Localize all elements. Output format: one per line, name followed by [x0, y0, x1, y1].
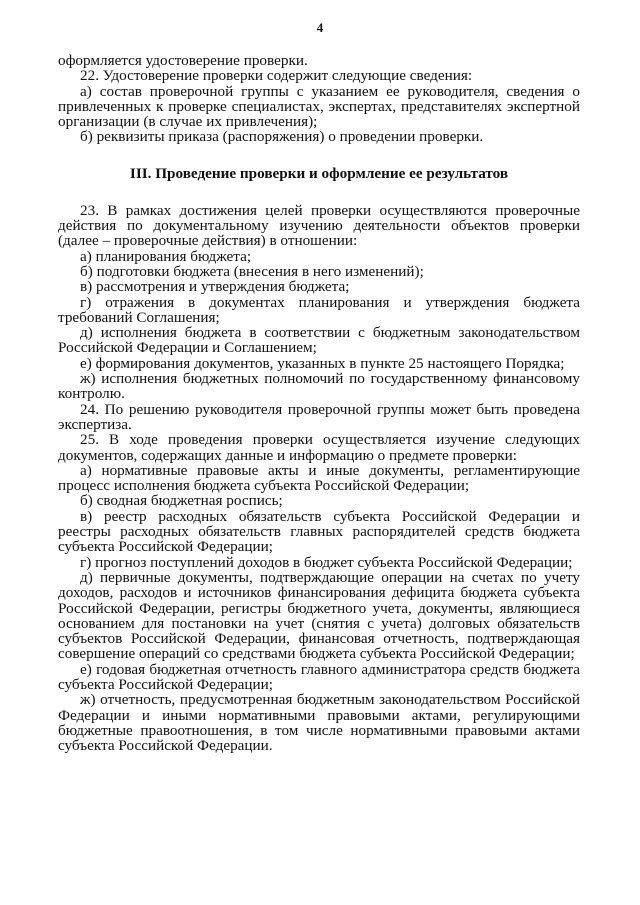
- paragraph-continuation: оформляется удостоверение проверки.: [58, 52, 308, 69]
- paragraph-25-g: г) прогноз поступлений доходов в бюджет субъекта Российской Федерации;: [80, 553, 573, 571]
- paragraph-24: 24. По решению руководителя проверочной группы может быть проведена экспертиза.: [58, 400, 580, 433]
- paragraph-25-a: а) нормативные правовые акты и иные документы, регламентирующие процесс исполнения бюджета субъекта Российской Федерации;: [58, 461, 580, 495]
- paragraph-23-g: г) отражения в документах планирования и утверждения бюджета требований Соглашения;: [58, 293, 580, 326]
- paragraph-22-b: б) реквизиты приказа (распоряжения) о проведении проверки.: [80, 128, 484, 146]
- paragraph-23-d: д) исполнения бюджета в соответствии с бюджетным законодательством Российской Федерации и Соглашением;: [58, 324, 580, 357]
- paragraph-23: 23. В рамках достижения целей проверки осуществляются проверочные действия по документальному изучению деятельности объектов проверки (далее – проверочные действия) в отношении:: [58, 201, 580, 250]
- paragraph-23-v: в) рассмотрения и утверждения бюджета;: [80, 278, 350, 296]
- paragraph-23-e: е) формирования документов, указанных в пункте 25 настоящего Порядка;: [80, 354, 565, 372]
- paragraph-25: 25. В ходе проведения проверки осуществляется изучение следующих документов, содержащих данные и информацию о предмете проверки:: [58, 431, 580, 464]
- document-body: [58, 53, 580, 753]
- paragraph-22: 22. Удостоверение проверки содержит следующие сведения:: [80, 67, 473, 85]
- paragraph-25-d: д) первичные документы, подтверждающие операции на счетах по учету доходов, расходов и источников финансирования дефицита бюджета субъекта Российской Федерации, регистры бюджетного учета, документы, являющиеся основанием для постановки на учет (снятия с учета) долговых обязательств субъектов Российской Федерации, финансовая отчетность, подтверждающая совершение операций со средствами бюджета субъекта Российской Федерации;: [58, 568, 580, 663]
- paragraph-23-zh: ж) исполнения бюджетных полномочий по государственному финансовому контролю.: [58, 370, 580, 403]
- paragraph-25-v: в) реестр расходных обязательств субъекта Российской Федерации и реестры расходных обязательств главных распорядителей средств бюджета субъекта Российской Федерации;: [58, 507, 580, 556]
- paragraph-22-a: а) состав проверочной группы с указанием ее руководителя, сведения о привлеченных к проверке специалистах, экспертах, представителях экспертной организации (в случае их привлечения);: [58, 82, 580, 131]
- paragraph-23-b: б) подготовки бюджета (внесения в него изменений);: [80, 262, 424, 280]
- paragraph-25-b: б) сводная бюджетная роспись;: [80, 492, 283, 510]
- page-number: 4: [316, 20, 324, 35]
- paragraph-25-e: е) годовая бюджетная отчетность главного администратора средств бюджета субъекта Российской Федерации;: [58, 660, 580, 693]
- paragraph-23-a: а) планирования бюджета;: [80, 247, 252, 265]
- paragraph-25-zh: ж) отчетность, предусмотренная бюджетным законодательством Российской Федерации и иными нормативными правовыми актами, регулирующими бюджетные правоотношения, в том числе нормативными правовыми актами субъекта Российской Федерации.: [58, 691, 580, 755]
- section-heading: III. Проведение проверки и оформление ее результатов: [129, 164, 509, 182]
